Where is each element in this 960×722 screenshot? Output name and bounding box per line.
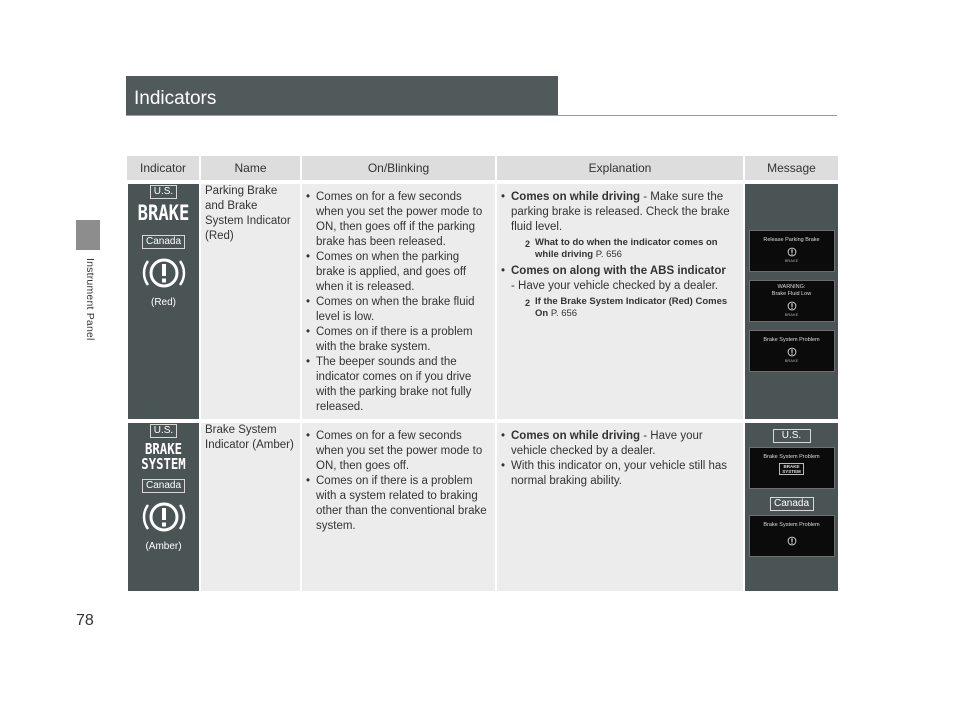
- brake-system-box-icon: [779, 463, 804, 475]
- list-item: • Comes on if there is a problem with a system related to braking other than the conventional brake system.: [306, 474, 491, 534]
- message-cell: [744, 421, 838, 593]
- message-title: Brake System Problem: [763, 454, 820, 460]
- list-item: • Comes on for a few seconds when you set the power mode to ON, then goes off.: [306, 429, 491, 474]
- list-item: • Comes on for a few seconds when you set the power mode to ON, then goes off if the parking brake has been released.: [306, 190, 491, 250]
- on-blinking-cell: [301, 182, 496, 421]
- region-tag-us: U.S.: [150, 424, 177, 438]
- message-subtitle: Brake Fluid Low: [771, 290, 812, 297]
- message-word: BRAKE: [784, 357, 799, 363]
- header-on-blinking: On/Blinking: [301, 156, 496, 182]
- circle-exclamation-icon: [785, 535, 799, 547]
- reference-title: If the Brake System Indicator (Red) Comes On: [535, 296, 728, 319]
- circle-exclamation-icon: [785, 246, 799, 258]
- explanation-text: - Make sure the parking brake is released. Check the brake fluid level.: [511, 191, 730, 233]
- indicator-name: Brake System Indicator (Amber): [200, 421, 301, 593]
- reference-arrow-icon: 2: [525, 298, 531, 308]
- header-name: Name: [200, 156, 301, 182]
- brake-word-icon: BRAKE: [144, 440, 183, 458]
- table-row: [127, 421, 838, 593]
- message-title: WARNING:: [777, 283, 806, 290]
- explanation-bold: Comes on along with the ABS indicator: [511, 265, 726, 277]
- system-word-icon: SYSTEM: [141, 455, 186, 473]
- indicator-cell: [127, 182, 200, 421]
- box-line-1: BRAKE: [783, 464, 800, 469]
- indicator-color-note: (Red): [150, 297, 176, 308]
- title-rule: [126, 115, 837, 116]
- indicator-cell: [127, 421, 200, 593]
- indicator-name: Parking Brake and Brake System Indicator (Red): [200, 182, 301, 421]
- cross-reference[interactable]: [511, 237, 739, 261]
- chapter-side-label: Instrument Panel: [84, 258, 96, 341]
- box-line-2: SYSTEM: [782, 469, 801, 474]
- region-tag-canada: Canada: [770, 497, 814, 511]
- list-item: • Comes on if there is a problem with the brake system.: [306, 325, 491, 355]
- region-tag-us: U.S.: [150, 185, 177, 199]
- cross-reference[interactable]: [511, 296, 739, 320]
- message-word: BRAKE: [784, 311, 799, 317]
- list-item: [501, 190, 739, 261]
- message-screen: [749, 330, 835, 372]
- list-item: • The beeper sounds and the indicator comes on if you drive with the parking brake not fully released.: [306, 355, 491, 415]
- explanation-cell: [496, 182, 744, 421]
- circle-exclamation-icon: [785, 300, 799, 312]
- message-screen: [749, 230, 835, 272]
- list-item: [501, 264, 739, 320]
- list-item: [501, 429, 739, 459]
- page-number: 78: [76, 612, 94, 629]
- explanation-bold: Comes on while driving: [511, 191, 641, 203]
- brake-word-icon: BRAKE: [137, 201, 190, 225]
- indicators-table: [126, 156, 838, 595]
- table-header-row: [127, 156, 838, 182]
- on-blinking-cell: [301, 421, 496, 593]
- circle-exclamation-icon: [142, 497, 186, 537]
- indicator-color-note: (Amber): [145, 541, 182, 552]
- message-screen: [749, 280, 835, 322]
- circle-exclamation-icon: [142, 253, 186, 293]
- chapter-tab-marker: [76, 220, 100, 250]
- region-tag-us: U.S.: [773, 429, 811, 443]
- message-cell: [744, 182, 838, 421]
- explanation-cell: [496, 421, 744, 593]
- reference-arrow-icon: 2: [525, 239, 531, 249]
- table-row: [127, 182, 838, 421]
- message-title: Release Parking Brake: [763, 236, 820, 243]
- region-tag-canada: Canada: [142, 235, 185, 249]
- reference-page: P. 656: [593, 249, 622, 260]
- message-screen: [749, 515, 835, 557]
- circle-exclamation-icon: [785, 346, 799, 358]
- message-title: Brake System Problem: [763, 522, 820, 528]
- explanation-text: - Have your vehicle checked by a dealer.: [511, 280, 719, 292]
- header-message: Message: [744, 156, 838, 182]
- header-indicator: Indicator: [127, 156, 200, 182]
- message-screen: [749, 447, 835, 489]
- reference-page: P. 656: [548, 308, 578, 319]
- message-title: Brake System Problem: [763, 336, 820, 343]
- explanation-bold: Comes on while driving: [511, 430, 641, 442]
- list-item: • Comes on when the parking brake is applied, and goes off when it is released.: [306, 250, 491, 295]
- region-tag-canada: Canada: [142, 479, 185, 493]
- reference-title: What to do when the indicator comes on while driving: [535, 237, 718, 260]
- message-word: BRAKE: [784, 257, 799, 263]
- section-title: Indicators: [134, 88, 217, 109]
- list-item: • With this indicator on, your vehicle still has normal braking ability.: [501, 459, 739, 489]
- header-explanation: Explanation: [496, 156, 744, 182]
- list-item: • Comes on when the brake fluid level is low.: [306, 295, 491, 325]
- explanation-text: - Have your vehicle checked by a dealer.: [511, 430, 703, 457]
